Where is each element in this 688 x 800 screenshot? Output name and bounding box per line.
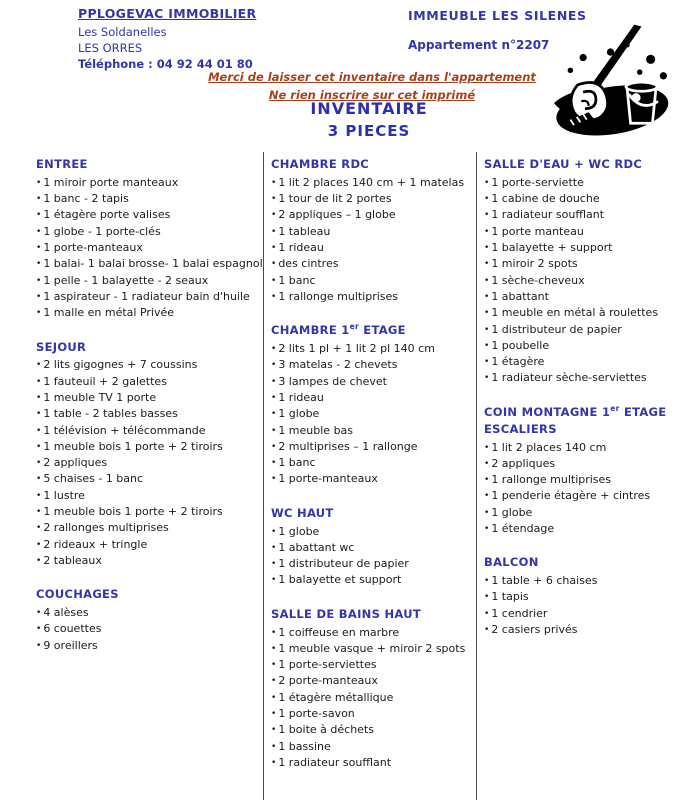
bullet-icon: •	[271, 177, 277, 188]
bullet-icon: •	[36, 243, 42, 254]
bullet-icon: •	[36, 177, 42, 188]
item-text: 2 tableaux	[43, 553, 102, 567]
bullet-icon: •	[271, 741, 277, 752]
apartment-number: Appartement n°2207	[408, 38, 550, 52]
inventory-item	[484, 305, 684, 321]
item-text: 2 casiers privés	[491, 623, 578, 637]
inventory-item	[271, 722, 476, 738]
inventory-item	[271, 390, 476, 406]
inventory-item	[271, 341, 476, 357]
inventory-item	[271, 739, 476, 755]
agency-address-line2: LES ORRES	[78, 41, 143, 55]
inventory-item	[36, 553, 263, 569]
inventory-item	[484, 240, 684, 256]
item-list	[36, 175, 263, 322]
item-list	[484, 573, 684, 638]
item-text: 1 étendage	[491, 522, 555, 535]
inventory-item	[484, 175, 684, 191]
item-text: 1 meuble vasque + miroir 2 spots	[278, 641, 466, 655]
inventory-item	[271, 439, 476, 455]
item-text: 1 balayette et support	[278, 573, 402, 587]
bullet-icon: •	[271, 360, 277, 371]
item-text: 1 meuble bas	[278, 423, 354, 437]
item-list	[484, 440, 684, 538]
item-text: 3 lampes de chevet	[278, 374, 387, 388]
inventory-item	[271, 406, 476, 422]
item-text: 1 étagère	[491, 355, 545, 369]
item-text: 1 abattant	[491, 289, 549, 303]
bullet-icon: •	[36, 474, 42, 485]
inventory-item	[484, 573, 684, 589]
bullet-icon: •	[36, 458, 42, 469]
inventory-item	[271, 471, 476, 487]
inventory-item	[271, 273, 476, 289]
inventory-item	[484, 354, 684, 370]
item-text: 1 banc	[278, 273, 316, 287]
item-text: 1 sèche-cheveux	[491, 273, 585, 287]
section-heading: ENTREE	[36, 156, 88, 171]
bullet-icon: •	[271, 409, 277, 420]
item-text: 1 aspirateur - 1 radiateur bain d'huile	[43, 289, 250, 303]
inventory-item	[36, 488, 263, 504]
item-text: 1 boite à déchets	[278, 723, 374, 737]
item-text: 1 coiffeuse en marbre	[278, 625, 400, 639]
inventory-item	[271, 455, 476, 471]
item-text: 1 bassine	[278, 739, 331, 753]
bullet-icon: •	[484, 357, 490, 368]
bullet-icon: •	[36, 441, 42, 452]
bullet-icon: •	[36, 308, 42, 319]
column-3	[476, 152, 684, 800]
page-title: INVENTAIRE	[310, 99, 428, 118]
inventory-item	[36, 520, 263, 536]
inventory-item	[36, 455, 263, 471]
section-heading: SEJOUR	[36, 339, 87, 354]
columns	[36, 152, 684, 800]
bullet-icon: •	[484, 475, 490, 486]
bullet-icon: •	[36, 425, 42, 436]
item-text: 4 alèses	[43, 606, 89, 620]
section-salle-d-eau-wc-rdc	[484, 152, 684, 387]
item-text: 1 distributeur de papier	[491, 322, 622, 336]
bullet-icon: •	[36, 226, 42, 237]
inventory-item	[271, 673, 476, 689]
inventory-item	[484, 505, 684, 521]
bullet-icon: •	[484, 625, 490, 636]
section-chambre-1	[271, 318, 476, 488]
bullet-icon: •	[271, 259, 277, 270]
bullet-icon: •	[36, 507, 42, 517]
item-text: 1 malle en métal Privée	[43, 306, 175, 320]
section-chambre-rdc	[271, 152, 476, 305]
item-text: 1 étagère métallique	[278, 690, 394, 704]
inventory-item	[484, 370, 684, 386]
agency-block	[78, 6, 256, 71]
bullet-icon: •	[36, 259, 42, 270]
section-coin-montagne-1	[484, 400, 684, 538]
title-block	[0, 99, 688, 140]
inventory-item	[484, 488, 684, 504]
bullet-icon: •	[484, 259, 490, 270]
item-text: 2 multiprises – 1 rallonge	[278, 439, 418, 453]
bullet-icon: •	[271, 559, 277, 570]
item-text: 1 étagère porte valises	[43, 208, 171, 222]
inventory-item	[484, 456, 684, 472]
inventory-item	[271, 224, 476, 240]
item-text: 1 télévision + télécommande	[43, 423, 206, 437]
item-text: 1 lustre	[43, 488, 85, 502]
section-wc-haut	[271, 501, 476, 589]
inventory-item	[36, 273, 263, 289]
inventory-item	[484, 224, 684, 240]
item-text: 1 radiateur sèche-serviettes	[491, 371, 647, 385]
inventory-item	[271, 625, 476, 641]
item-text: 1 penderie étagère + cintres	[491, 489, 651, 503]
inventory-item	[271, 706, 476, 722]
item-text: 1 meuble TV 1 porte	[43, 390, 157, 404]
page-subtitle: 3 PIECES	[327, 122, 411, 140]
bullet-icon: •	[484, 324, 490, 335]
bullet-icon: •	[484, 507, 490, 518]
bullet-icon: •	[484, 340, 490, 351]
inventory-item	[484, 256, 684, 272]
bullet-icon: •	[271, 725, 277, 736]
inventory-item	[36, 537, 263, 553]
bullet-icon: •	[36, 523, 42, 534]
inventory-item	[271, 657, 476, 673]
inventory-item	[484, 589, 684, 605]
inventory-item	[36, 175, 263, 191]
inventory-item	[271, 423, 476, 439]
item-text: 1 cabine de douche	[491, 192, 600, 206]
inventory-item	[36, 471, 263, 487]
item-text: 1 balai- 1 balai brosse- 1 balai espagnol	[43, 257, 263, 271]
item-text: 1 tour de lit 2 portes	[278, 192, 392, 206]
item-text: 1 meuble bois 1 porte + 2 tiroirs	[43, 439, 223, 453]
bullet-icon: •	[36, 539, 42, 550]
item-text: 5 chaises - 1 banc	[43, 472, 144, 486]
item-text: 1 banc	[278, 456, 316, 470]
inventory-item	[36, 406, 263, 422]
item-text: 2 appliques	[491, 456, 556, 470]
item-text: 2 porte-manteaux	[278, 674, 378, 688]
bullet-icon: •	[271, 542, 277, 553]
inventory-item	[484, 273, 684, 289]
inventory-item	[36, 256, 263, 272]
item-text: 1 radiateur soufflant	[278, 755, 392, 769]
bullet-icon: •	[271, 376, 277, 387]
item-list	[36, 605, 263, 654]
bullet-icon: •	[36, 376, 42, 387]
item-text: 1 radiateur soufflant	[491, 208, 605, 222]
bullet-icon: •	[271, 709, 277, 720]
bullet-icon: •	[271, 474, 277, 485]
bullet-icon: •	[271, 692, 277, 703]
inventory-item	[36, 374, 263, 390]
item-text: 1 globe	[278, 407, 320, 421]
item-text: 1 lit 2 places 140 cm + 1 matelas	[278, 175, 465, 189]
item-text: 1 meuble en métal à roulettes	[491, 306, 659, 320]
bullet-icon: •	[271, 291, 277, 302]
inventory-item	[484, 622, 684, 638]
bullet-icon: •	[36, 275, 42, 286]
inventory-item	[36, 638, 263, 654]
notice-keep-inventory: Merci de laisser cet inventaire dans l'appartement	[208, 70, 536, 84]
item-text: 3 matelas - 2 chevets	[278, 358, 398, 372]
bullet-icon: •	[271, 757, 277, 768]
item-text: 6 couettes	[43, 622, 102, 636]
bullet-icon: •	[36, 360, 42, 371]
bullet-icon: •	[271, 243, 277, 254]
item-list	[271, 341, 476, 488]
bullet-icon: •	[484, 608, 490, 619]
bullet-icon: •	[484, 177, 490, 188]
section-salle-de-bains-haut	[271, 602, 476, 772]
inventory-item	[271, 357, 476, 373]
inventory-item	[271, 175, 476, 191]
agency-phone: Téléphone : 04 92 44 01 80	[78, 57, 253, 71]
item-text: 1 lit 2 places 140 cm	[491, 440, 607, 454]
notice-do-not-write: Ne rien inscrire sur cet imprimé	[268, 88, 476, 102]
item-text: 1 rideau	[278, 390, 324, 404]
inventory-item	[36, 605, 263, 621]
item-text: 1 poubelle	[491, 338, 550, 352]
inventory-item	[484, 289, 684, 305]
bullet-icon: •	[36, 291, 42, 302]
bullet-icon: •	[36, 392, 42, 403]
item-text: 1 distributeur de papier	[278, 557, 409, 571]
inventory-item	[36, 423, 263, 439]
section-heading: BALCON	[484, 555, 539, 570]
inventory-item	[36, 357, 263, 373]
bullet-icon: •	[271, 676, 277, 687]
item-text: 1 porte-serviette	[491, 175, 584, 189]
bullet-icon: •	[271, 194, 277, 205]
item-text: 1 balayette + support	[491, 241, 613, 255]
item-list	[36, 357, 263, 569]
bullet-icon: •	[484, 275, 490, 286]
section-heading: SALLE D'EAU + WC RDC	[484, 156, 643, 171]
bullet-icon: •	[484, 524, 490, 534]
bullet-icon: •	[271, 526, 277, 537]
item-text: 1 miroir 2 spots	[491, 257, 578, 271]
bullet-icon: •	[271, 344, 277, 355]
building-name: IMMEUBLE LES SILENES	[408, 8, 587, 23]
bullet-icon: •	[36, 194, 42, 205]
inventory-item	[484, 207, 684, 223]
bullet-icon: •	[36, 608, 42, 619]
bullet-icon: •	[271, 275, 277, 286]
item-text: 9 oreillers	[43, 638, 98, 652]
inventory-item	[36, 240, 263, 256]
inventory-item	[271, 641, 476, 657]
bullet-icon: •	[484, 442, 490, 453]
inventory-item	[36, 504, 263, 520]
bullet-icon: •	[484, 576, 490, 587]
item-list	[271, 524, 476, 589]
bullet-icon: •	[484, 308, 490, 319]
section-heading: CHAMBRE RDC	[271, 156, 370, 171]
inventory-item	[271, 207, 476, 223]
bullet-icon: •	[271, 458, 277, 469]
item-text: 1 table - 2 tables basses	[43, 407, 178, 421]
inventory-item	[484, 521, 684, 537]
inventory-item	[36, 191, 263, 207]
inventory-item	[271, 755, 476, 771]
item-text: 2 appliques	[43, 456, 108, 470]
item-text: 1 rideau	[278, 241, 324, 255]
bullet-icon: •	[271, 210, 277, 221]
item-list	[484, 175, 684, 387]
section-entree	[36, 152, 263, 322]
section-couchages	[36, 582, 263, 654]
section-heading: CHAMBRE 1er ETAGE	[271, 322, 406, 338]
bullet-icon: •	[484, 210, 490, 221]
item-text: 1 cendrier	[491, 606, 548, 620]
item-text: 1 porte-manteaux	[278, 472, 378, 486]
item-text: 1 porte-manteaux	[43, 241, 143, 255]
inventory-item	[36, 390, 263, 406]
inventory-item	[484, 191, 684, 207]
bullet-icon: •	[271, 627, 277, 638]
inventory-item	[271, 524, 476, 540]
bullet-icon: •	[271, 660, 277, 671]
item-text: 1 fauteuil + 2 galettes	[43, 374, 167, 388]
item-text: 1 globe - 1 porte-clés	[43, 224, 161, 238]
item-text: 2 lits gigognes + 7 coussins	[43, 358, 198, 372]
section-heading: COIN MONTAGNE 1er ETAGE ESCALIERS	[484, 403, 667, 436]
section-balcon	[484, 550, 684, 638]
item-text: 1 globe	[278, 524, 320, 538]
item-text: 1 rallonge multiprises	[491, 473, 612, 487]
item-text: 1 rallonge multiprises	[278, 289, 399, 303]
inventory-item	[271, 289, 476, 305]
bullet-icon: •	[484, 243, 490, 254]
item-text: 1 porte-savon	[278, 707, 355, 721]
item-text: 2 lits 1 pl + 1 lit 2 pl 140 cm	[278, 342, 435, 356]
bullet-icon: •	[484, 592, 490, 603]
inventory-item	[36, 289, 263, 305]
inventory-item	[484, 472, 684, 488]
item-text: 1 abattant wc	[278, 540, 355, 554]
inventory-item	[271, 374, 476, 390]
section-heading: WC HAUT	[271, 505, 334, 520]
item-text: 1 table + 6 chaises	[491, 574, 598, 588]
inventory-item	[484, 338, 684, 354]
bullet-icon: •	[36, 624, 42, 635]
inventory-item	[271, 572, 476, 588]
inventory-item	[271, 191, 476, 207]
inventory-item	[271, 540, 476, 556]
item-text: 1 miroir porte manteaux	[43, 175, 179, 189]
bullet-icon: •	[271, 441, 277, 452]
bullet-icon: •	[36, 555, 42, 566]
inventory-item	[271, 556, 476, 572]
section-heading: COUCHAGES	[36, 587, 119, 602]
section-sejour	[36, 335, 263, 570]
bullet-icon: •	[36, 640, 42, 651]
bullet-icon: •	[484, 226, 490, 237]
section-heading: SALLE DE BAINS HAUT	[271, 606, 422, 621]
item-text: 1 porte-serviettes	[278, 658, 377, 672]
item-text: 2 rideaux + tringle	[43, 537, 148, 551]
item-list	[271, 175, 476, 305]
inventory-item	[271, 240, 476, 256]
inventory-item	[484, 606, 684, 622]
bullet-icon: •	[36, 490, 42, 501]
agency-address-line1: Les Soldanelles	[78, 25, 167, 39]
bullet-icon: •	[271, 392, 277, 403]
item-text: 1 banc - 2 tapis	[43, 192, 129, 206]
inventory-item	[36, 224, 263, 240]
item-text: des cintres	[278, 257, 339, 271]
column-2	[263, 152, 476, 800]
bullet-icon: •	[271, 643, 277, 654]
inventory-item	[484, 440, 684, 456]
agency-name: PPLOGEVAC IMMOBILIER	[78, 6, 257, 21]
bullet-icon: •	[484, 458, 490, 469]
item-text: 2 appliques – 1 globe	[278, 208, 396, 222]
bullet-icon: •	[484, 373, 490, 384]
item-text: 1 tapis	[491, 590, 529, 604]
inventory-item	[36, 207, 263, 223]
column-1	[36, 152, 263, 800]
bullet-icon: •	[484, 291, 490, 302]
inventory-item	[36, 621, 263, 637]
item-text: 1 tableau	[278, 224, 331, 238]
bullet-icon: •	[484, 491, 490, 502]
inventory-item	[36, 305, 263, 321]
bullet-icon: •	[484, 194, 490, 205]
bullet-icon: •	[271, 575, 277, 586]
inventory-item	[271, 690, 476, 706]
bullet-icon: •	[271, 425, 277, 436]
bullet-icon: •	[36, 409, 42, 420]
item-text: 1 porte manteau	[491, 224, 584, 238]
item-text: 1 globe	[491, 505, 533, 519]
item-text: 1 meuble bois 1 porte + 2 tiroirs	[43, 505, 223, 518]
item-list	[271, 625, 476, 772]
inventory-item	[36, 439, 263, 455]
item-text: 1 pelle - 1 balayette - 2 seaux	[43, 273, 209, 287]
bullet-icon: •	[271, 226, 277, 237]
inventory-item	[271, 256, 476, 272]
bullet-icon: •	[36, 210, 42, 221]
inventory-item	[484, 322, 684, 338]
item-text: 2 rallonges multiprises	[43, 521, 169, 535]
